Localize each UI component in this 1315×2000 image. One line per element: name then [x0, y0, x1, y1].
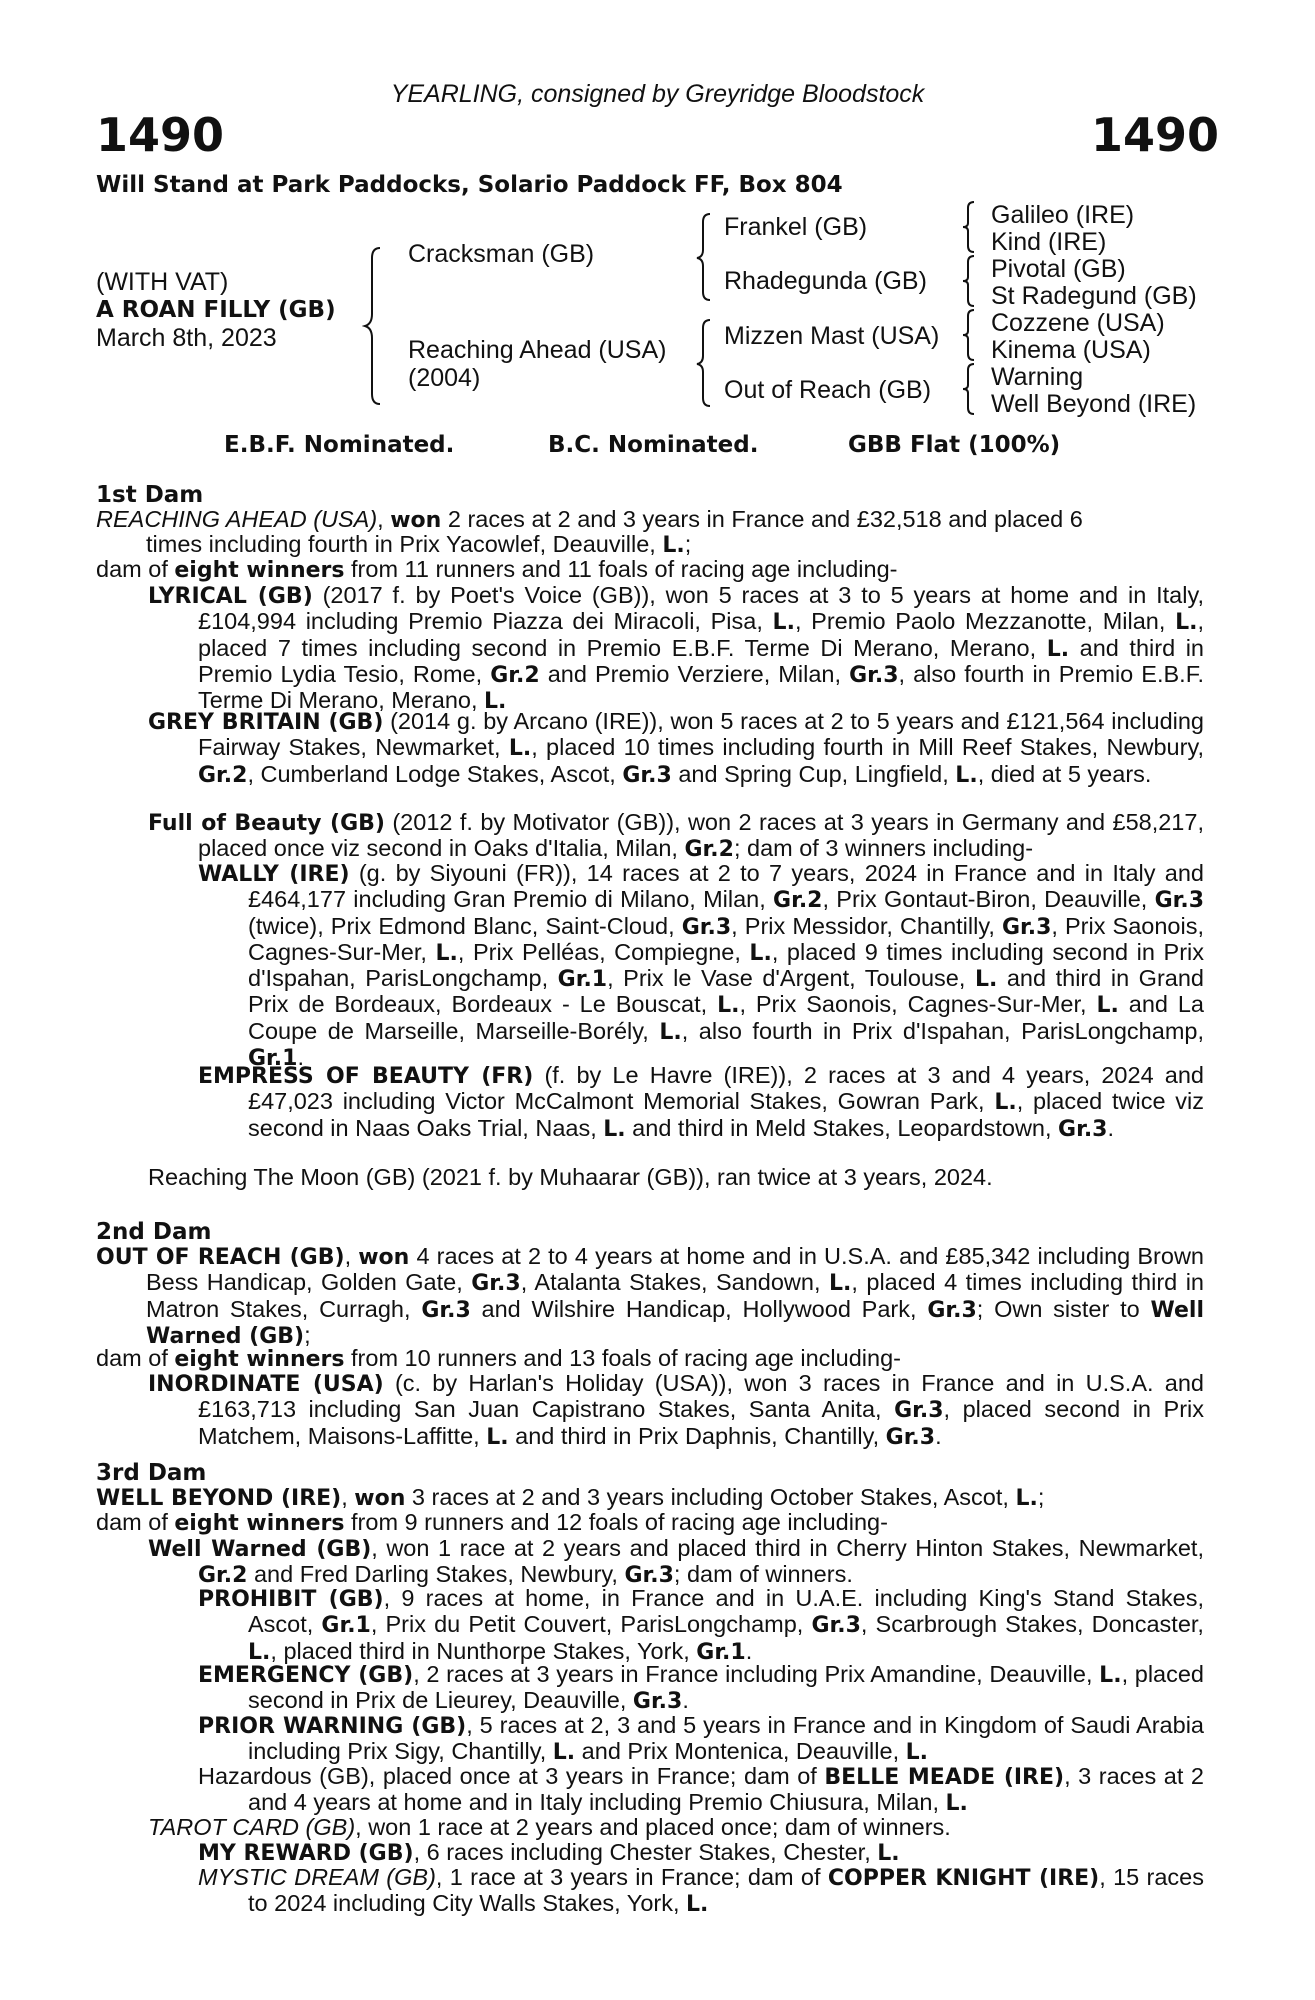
lot-number-right: 1490 — [1090, 108, 1219, 162]
offspring-emergency: EMERGENCY (GB), 2 races at 3 years in France including Prix Amandine, Deauville, L., placed second in Prix de Lieurey, Deauville, Gr.3. — [198, 1661, 1204, 1715]
sire-dam: Rhadegunda (GB) — [724, 267, 927, 295]
offspring-wally: WALLY (IRE) (g. by Siyouni (FR)), 14 races at 2 to 7 years, 2024 in France and in Italy and £464,177 including Gran Premio di Milano, Milan, Gr.2, Prix Gontaut-Biron, Deauville, Gr.3 (twice), Prix Edmond Blanc, Saint-Cloud, Gr.3, Prix Messidor, Chantilly, Gr.3, Prix Saonois, Cagnes-Sur-Mer, L., Prix Pelléas, Compiegne, L., placed 9 times including second in Prix d'Ispahan, ParisLongchamp, Gr.1, Prix le Vase d'Argent, Toulouse, L. and third in Grand Prix de Bordeaux, Bordeaux - Le Bouscat, L., Prix Saonois, Cagnes-Sur-Mer, L. and La Coupe de Marseille, Marseille-Borély, L., also fourth in Prix d'Ispahan, ParisLongchamp, Gr.1. — [198, 860, 1205, 1072]
offspring-mystic-dream: MYSTIC DREAM (GB), 1 race at 3 years in France; dam of COPPER KNIGHT (IRE), 15 races to 2024 including City Walls Stakes, York, L. — [198, 1864, 1204, 1918]
ancestor-well-beyond: Well Beyond (IRE) — [991, 390, 1197, 418]
pedigree-brace-sire — [694, 212, 716, 302]
offspring-reaching-the-moon: Reaching The Moon (GB) (2021 f. by Muhaarar (GB)), ran twice at 3 years, 2024. — [148, 1164, 993, 1190]
vat-note: (WITH VAT) — [96, 268, 229, 296]
foaled-date: March 8th, 2023 — [96, 324, 277, 352]
offspring-prior-warning: PRIOR WARNING (GB), 5 races at 2, 3 and 5 years in France and in Kingdom of Saudi Arabia including Prix Sigy, Chantilly, L. and Prix Montenica, Deauville, L. — [198, 1712, 1204, 1766]
third-dam-heading: 3rd Dam — [96, 1460, 207, 1486]
offspring-my-reward: MY REWARD (GB), 6 races including Chester Stakes, Chester, L. — [198, 1839, 900, 1866]
brace-g2 — [960, 254, 980, 308]
third-dam-record: WELL BEYOND (IRE), won 3 races at 2 and 3 years including October Stakes, Ascot, L.; — [96, 1484, 1045, 1511]
offspring-full-of-beauty: Full of Beauty (GB) (2012 f. by Motivator (GB)), won 2 races at 3 years in Germany and £58,217, placed once viz second in Oaks d'Italia, Milan, Gr.2; dam of 3 winners including- — [148, 809, 1204, 863]
ancestor-kinema: Kinema (USA) — [991, 336, 1151, 364]
stand-location: Will Stand at Park Paddocks, Solario Paddock FF, Box 804 — [96, 172, 843, 198]
offspring-prohibit: PROHIBIT (GB), 9 races at home, in France and in U.A.E. including King's Stand Stakes, Ascot, Gr.1, Prix du Petit Couvert, ParisLongchamp, Gr.3, Scarbrough Stakes, Doncaster, L., placed third in Nunthorpe Stakes, York, Gr.1. — [198, 1585, 1204, 1665]
brace-g3 — [960, 308, 980, 362]
bc-nomination: B.C. Nominated. — [548, 432, 759, 458]
consignor-line: YEARLING, consigned by Greyridge Bloodstock — [390, 80, 925, 108]
gbb-flat: GBB Flat (100%) — [848, 432, 1061, 458]
offspring-tarot-card: TAROT CARD (GB), won 1 race at 2 years and placed once; dam of winners. — [148, 1814, 951, 1840]
offspring-grey-britain: GREY BRITAIN (GB) (2014 g. by Arcano (IRE)), won 5 races at 2 to 5 years and £121,564 including Fairway Stakes, Newmarket, L., placed 10 times including fourth in Mill Reef Stakes, Newbury, Gr.2, Cumberland Lodge Stakes, Ascot, Gr.3 and Spring Cup, Lingfield, L., died at 5 years. — [148, 708, 1204, 788]
offspring-hazardous: Hazardous (GB), placed once at 3 years in France; dam of BELLE MEADE (IRE), 3 races at 2 and 4 years at home and in Italy including Premio Chiusura, Milan, L. — [198, 1763, 1204, 1817]
brace-g4 — [960, 362, 980, 416]
ancestor-galileo: Galileo (IRE) — [991, 201, 1135, 229]
pedigree-brace-dam — [694, 318, 716, 408]
first-dam-line-2: times including fourth in Prix Yacowlef, Deauville, L.; — [146, 531, 692, 558]
first-dam-heading: 1st Dam — [96, 482, 204, 508]
ancestor-pivotal: Pivotal (GB) — [991, 255, 1126, 283]
sire-name: Cracksman (GB) — [408, 240, 595, 268]
ancestor-st-radegund: St Radegund (GB) — [991, 282, 1197, 310]
second-dam-heading: 2nd Dam — [96, 1219, 212, 1245]
first-dam-produce-summary: dam of eight winners from 11 runners and 11 foals of racing age including- — [96, 556, 898, 583]
offspring-well-warned: Well Warned (GB), won 1 race at 2 years and placed third in Cherry Hinton Stakes, Newmarket, Gr.2 and Fred Darling Stakes, Newbury, Gr.3; dam of winners. — [148, 1535, 1204, 1589]
ebf-nomination: E.B.F. Nominated. — [224, 432, 455, 458]
dam-year: (2004) — [408, 364, 481, 392]
pedigree-brace-main — [362, 246, 386, 406]
second-dam-produce-summary: dam of eight winners from 10 runners and 13 foals of racing age including- — [96, 1345, 901, 1372]
brace-g1 — [960, 200, 980, 254]
sire-sire: Frankel (GB) — [724, 213, 868, 241]
ancestor-kind: Kind (IRE) — [991, 228, 1107, 256]
first-dam-line-1: REACHING AHEAD (USA), won 2 races at 2 and 3 years in France and £32,518 and placed 6 — [96, 506, 1083, 533]
third-dam-produce-summary: dam of eight winners from 9 runners and 12 foals of racing age including- — [96, 1509, 888, 1536]
offspring-inordinate: INORDINATE (USA) (c. by Harlan's Holiday (USA)), won 3 races in France and in U.S.A. and £163,713 including San Juan Capistrano Stakes, Santa Anita, Gr.3, placed second in Prix Matchem, Maisons-Laffitte, L. and third in Prix Daphnis, Chantilly, Gr.3. — [148, 1370, 1205, 1450]
dam-dam: Out of Reach (GB) — [724, 376, 932, 404]
lot-number-left: 1490 — [96, 108, 225, 162]
offspring-lyrical: LYRICAL (GB) (2017 f. by Poet's Voice (GB)), won 5 races at 3 to 5 years at home and in Italy, £104,994 including Premio Piazza dei Miracoli, Pisa, L., Premio Paolo Mezzanotte, Milan, L., placed 7 times including second in Premio E.B.F. Terme Di Merano, Merano, L. and third in Premio Lydia Tesio, Rome, Gr.2 and Premio Verziere, Milan, Gr.3, also fourth in Premio E.B.F. Terme Di Merano, Merano, L. — [148, 582, 1204, 715]
offspring-empress-of-beauty: EMPRESS OF BEAUTY (FR) (f. by Le Havre (IRE)), 2 races at 3 and 4 years, 2024 and £47,023 including Victor McCalmont Memorial Stakes, Gowran Park, L., placed twice viz second in Naas Oaks Trial, Naas, L. and third in Meld Stakes, Leopardstown, Gr.3. — [198, 1062, 1204, 1142]
dam-sire: Mizzen Mast (USA) — [724, 322, 940, 350]
horse-name: A ROAN FILLY (GB) — [96, 297, 336, 323]
second-dam-record: OUT OF REACH (GB), won 4 races at 2 to 4 years at home and in U.S.A. and £85,342 including Brown Bess Handicap, Golden Gate, Gr.3, Atalanta Stakes, Sandown, L., placed 4 times including third in Matron Stakes, Curragh, Gr.3 and Wilshire Handicap, Hollywood Park, Gr.3; Own sister to Well Warned (GB); — [96, 1243, 1205, 1349]
dam-name: Reaching Ahead (USA) — [408, 336, 667, 364]
ancestor-cozzene: Cozzene (USA) — [991, 309, 1165, 337]
ancestor-warning: Warning — [991, 363, 1084, 391]
